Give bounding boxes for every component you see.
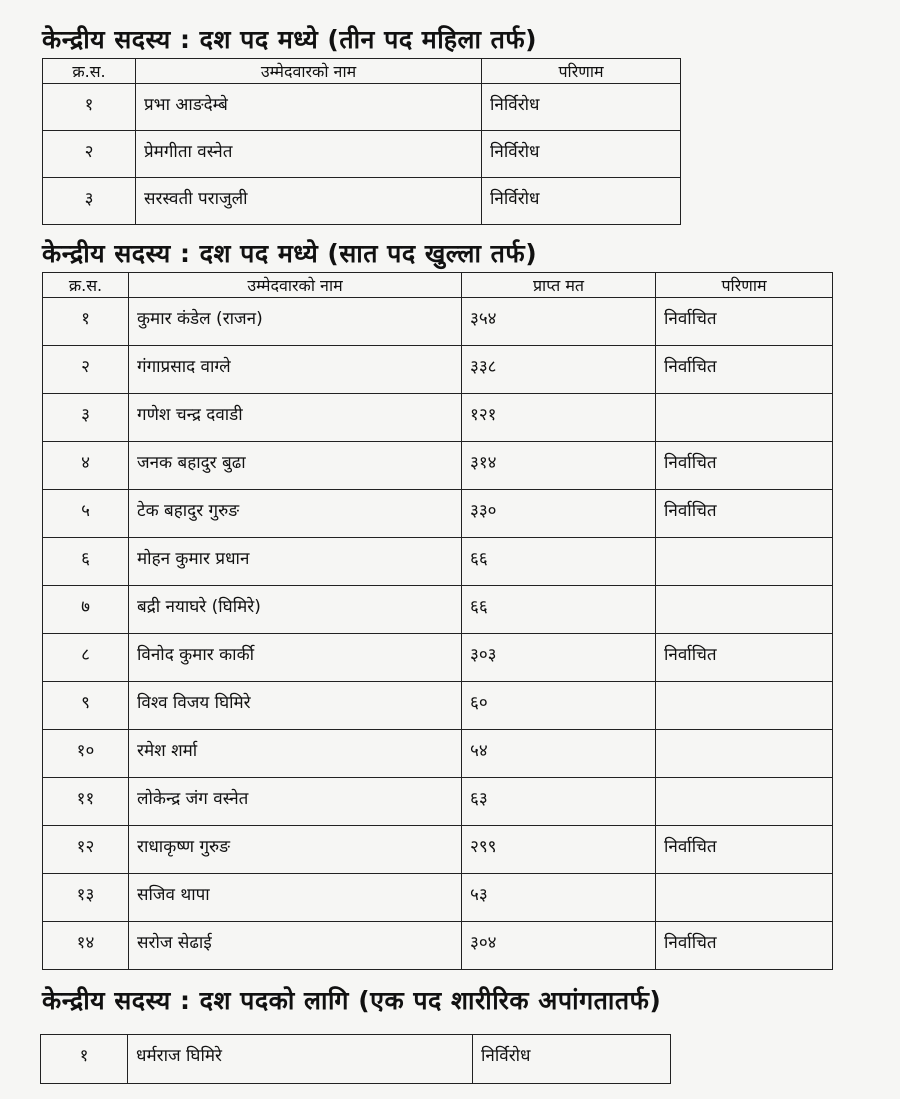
table-row [43, 826, 833, 874]
table-row [41, 1035, 671, 1084]
cell-votes: ३०४ [462, 922, 656, 970]
cell-votes: ३०३ [462, 634, 656, 682]
cell-result [656, 874, 833, 922]
cell-result: निर्वाचित [656, 826, 833, 874]
cell-name: विश्व विजय घिमिरे [129, 682, 462, 730]
table-row [43, 874, 833, 922]
cell-sn: १४ [43, 922, 129, 970]
cell-sn: ४ [43, 442, 129, 490]
cell-name: सरस्वती पराजुली [136, 178, 482, 225]
table-row [43, 778, 833, 826]
cell-result [656, 730, 833, 778]
cell-name: धर्मराज घिमिरे [128, 1035, 473, 1084]
cell-votes: ६६ [462, 538, 656, 586]
cell-result [656, 538, 833, 586]
cell-result: निर्वाचित [656, 922, 833, 970]
cell-votes: ६६ [462, 586, 656, 634]
table-row [43, 490, 833, 538]
table-row [43, 178, 681, 225]
disability-candidates-table [40, 1034, 671, 1084]
cell-sn: ३ [43, 394, 129, 442]
cell-votes: ३५४ [462, 298, 656, 346]
cell-name: मोहन कुमार प्रधान [129, 538, 462, 586]
table-header-row [43, 273, 833, 298]
cell-name: गणेश चन्द्र दवाडी [129, 394, 462, 442]
table-row [43, 730, 833, 778]
cell-name: प्रेमगीता वस्नेत [136, 131, 482, 178]
cell-name: रमेश शर्मा [129, 730, 462, 778]
cell-result: निर्विरोध [482, 131, 681, 178]
cell-sn: १० [43, 730, 129, 778]
cell-votes: ५३ [462, 874, 656, 922]
cell-sn: ३ [43, 178, 136, 225]
cell-result: निर्वाचित [656, 346, 833, 394]
col-header-name: उम्मेदवारको नाम [129, 273, 462, 298]
table-row [43, 922, 833, 970]
col-header-result: परिणाम [656, 273, 833, 298]
cell-sn: १२ [43, 826, 129, 874]
cell-sn: २ [43, 346, 129, 394]
cell-name: सरोज सेढाई [129, 922, 462, 970]
table-row [43, 442, 833, 490]
cell-sn: ९ [43, 682, 129, 730]
table-row [43, 634, 833, 682]
cell-result [656, 682, 833, 730]
cell-name: टेक बहादुर गुरुङ [129, 490, 462, 538]
cell-sn: ७ [43, 586, 129, 634]
cell-sn: १ [43, 298, 129, 346]
cell-votes: २९९ [462, 826, 656, 874]
cell-votes: ३३८ [462, 346, 656, 394]
table-row [43, 586, 833, 634]
cell-votes: ३३० [462, 490, 656, 538]
table-row [43, 682, 833, 730]
cell-result [656, 394, 833, 442]
cell-name: विनोद कुमार कार्की [129, 634, 462, 682]
cell-result: निर्वाचित [656, 634, 833, 682]
cell-votes: ६३ [462, 778, 656, 826]
cell-name: सजिव थापा [129, 874, 462, 922]
col-header-votes: प्राप्त मत [462, 273, 656, 298]
cell-result: निर्विरोध [482, 178, 681, 225]
cell-result [656, 778, 833, 826]
table-row [43, 131, 681, 178]
cell-name: गंगाप्रसाद वाग्ले [129, 346, 462, 394]
cell-result: निर्वाचित [656, 442, 833, 490]
table-row [43, 346, 833, 394]
table-row [43, 298, 833, 346]
cell-result: निर्विरोध [473, 1035, 671, 1084]
cell-sn: ६ [43, 538, 129, 586]
open-candidates-table [42, 272, 833, 970]
cell-sn: १ [41, 1035, 128, 1084]
cell-sn: ८ [43, 634, 129, 682]
table-row [43, 538, 833, 586]
cell-result: निर्विरोध [482, 84, 681, 131]
table-header-row [43, 59, 681, 84]
cell-result [656, 586, 833, 634]
col-header-sn: क्र.स. [43, 59, 136, 84]
cell-name: राधाकृष्ण गुरुङ [129, 826, 462, 874]
cell-name: प्रभा आङदेम्बे [136, 84, 482, 131]
cell-sn: २ [43, 131, 136, 178]
cell-result: निर्वाचित [656, 490, 833, 538]
cell-votes: ६० [462, 682, 656, 730]
table-row [43, 394, 833, 442]
col-header-sn: क्र.स. [43, 273, 129, 298]
section3-heading: केन्द्रीय सदस्य : दश पदको लागि (एक पद शारीरिक अपांगतातर्फ) [42, 986, 662, 1015]
cell-sn: १ [43, 84, 136, 131]
cell-votes: ३१४ [462, 442, 656, 490]
cell-result: निर्वाचित [656, 298, 833, 346]
cell-votes: १२१ [462, 394, 656, 442]
cell-sn: ५ [43, 490, 129, 538]
cell-name: बद्री नयाघरे (घिमिरे) [129, 586, 462, 634]
cell-sn: १३ [43, 874, 129, 922]
section2-heading: केन्द्रीय सदस्य : दश पद मध्ये (सात पद खुल्ला तर्फ) [42, 239, 538, 268]
cell-name: लोकेन्द्र जंग वस्नेत [129, 778, 462, 826]
col-header-result: परिणाम [482, 59, 681, 84]
women-candidates-table [42, 58, 681, 225]
table-row [43, 84, 681, 131]
cell-name: जनक बहादुर बुढा [129, 442, 462, 490]
cell-name: कुमार कंडेल (राजन) [129, 298, 462, 346]
section1-heading: केन्द्रीय सदस्य : दश पद मध्ये (तीन पद महिला तर्फ) [42, 25, 538, 54]
cell-sn: ११ [43, 778, 129, 826]
cell-votes: ५४ [462, 730, 656, 778]
col-header-name: उम्मेदवारको नाम [136, 59, 482, 84]
